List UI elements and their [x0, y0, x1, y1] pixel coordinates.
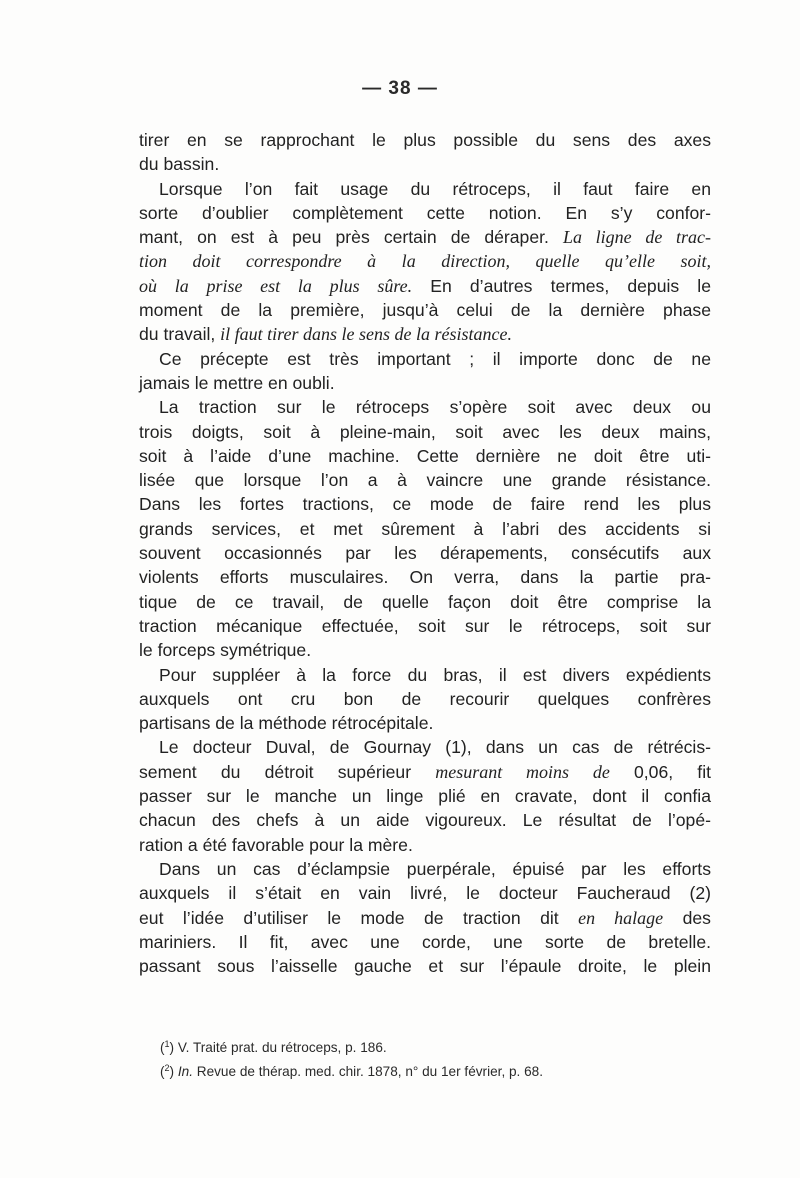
text-segment: trois doigts, soit à pleine-main, soit avec les deux mains, [139, 421, 711, 442]
text-line [139, 614, 711, 638]
text-segment: jamais le mettre en oubli. [139, 372, 335, 393]
text-line [139, 177, 711, 201]
text-segment: le forceps symétrique. [139, 640, 312, 661]
text-segment: violents efforts musculaires. On verra, dans la partie pra- [139, 567, 711, 588]
text-line [139, 638, 711, 662]
text-line [139, 930, 711, 954]
text-segment: Ce précepte est très important ; il importe donc de ne [159, 348, 711, 369]
text-line [139, 833, 711, 857]
footnote-text: Revue de thérap. med. chir. 1878, n° du 1er février, p. 68. [192, 1064, 544, 1079]
text-segment: Pour suppléer à la force du bras, il est divers expédients [159, 664, 711, 685]
text-segment: passer sur le manche un linge plié en cravate, dont il confia [139, 786, 711, 807]
text-line [139, 128, 711, 152]
text-line [139, 444, 711, 468]
text-line [139, 541, 711, 565]
text-line [139, 420, 711, 444]
text-segment: ration a été favorable pour la mère. [139, 834, 413, 855]
text-line [139, 201, 711, 225]
text-line [139, 954, 711, 978]
text-line [139, 687, 711, 711]
text-line [139, 225, 711, 249]
footnote-number: 1 [164, 1039, 170, 1049]
text-segment: du travail, [139, 324, 221, 345]
italic-segment: tion doit correspondre à la direction, quelle qu’elle soit, [139, 251, 711, 272]
text-segment: partisans de la méthode rétrocépitale. [139, 713, 434, 734]
text-line [139, 152, 711, 176]
text-line [139, 663, 711, 687]
text-line [139, 274, 711, 298]
text-segment: sement du détroit supérieur [139, 761, 436, 782]
text-segment: souvent occasionnés par les dérapements, consécutifs aux [139, 543, 711, 564]
text-segment: tirer en se rapprochant le plus possible du sens des axes [139, 130, 711, 150]
text-segment: traction mécanique effectuée, soit sur le rétroceps, soit sur [139, 615, 711, 636]
text-segment: tique de ce travail, de quelle façon doit être comprise la [139, 591, 711, 612]
text-line [139, 468, 711, 492]
italic-segment: mesurant moins de [435, 761, 610, 782]
footnote [160, 1034, 720, 1058]
text-segment: Lorsque l’on fait usage du rétroceps, il faut faire en [159, 178, 711, 199]
text-segment: passant sous l’aisselle gauche et sur l’épaule droite, le plein [139, 956, 711, 977]
text-line [139, 881, 711, 905]
italic-segment: en halage [578, 907, 664, 928]
italic-segment: il faut tirer dans le sens de la résistance. [220, 324, 512, 345]
text-line [139, 249, 711, 273]
footnotes [160, 1034, 720, 1082]
footnote-marker: ($^2$) [160, 1063, 178, 1079]
text-line [139, 322, 711, 346]
text-segment: Dans un cas d’éclampsie puerpérale, épuisé par les efforts [159, 858, 711, 879]
footnote [160, 1058, 720, 1082]
text-line [139, 298, 711, 322]
footnote-text: In. [177, 1064, 193, 1079]
text-segment: Dans les fortes tractions, ce mode de faire rend les plus [139, 494, 711, 515]
text-line [139, 711, 711, 735]
italic-segment: où la prise est la plus sûre. [139, 275, 413, 296]
text-segment: moment de la première, jusqu’à celui de la dernière phase [139, 300, 711, 321]
text-segment: chacun des chefs à un aide vigoureux. Le résultat de l’opé- [139, 810, 711, 831]
text-segment: En d’autres termes, depuis le [412, 275, 711, 296]
text-line [139, 784, 711, 808]
footnote-marker: ($^1$) [160, 1039, 178, 1055]
text-line [139, 371, 711, 395]
text-segment: sorte d’oublier complètement cette notion. En s’y confor- [139, 202, 711, 223]
footnote-text: V. Traité prat. du rétroceps, p. 186. [177, 1040, 387, 1055]
text-segment: mant, on est à peu près certain de déraper. [139, 227, 563, 248]
text-line [139, 808, 711, 832]
text-line [139, 590, 711, 614]
text-segment: soit à l’aide d’une machine. Cette dernière ne doit être uti- [139, 445, 711, 466]
text-segment: eut l’idée d’utiliser le mode de traction dit [139, 907, 579, 928]
text-line [139, 395, 711, 419]
text-segment: des [663, 907, 711, 928]
page-number: — 38 — [362, 78, 438, 99]
text-line [139, 857, 711, 881]
text-segment: grands services, et met sûrement à l’abri des accidents si [139, 518, 711, 539]
text-line [139, 760, 711, 784]
italic-segment: La ligne de trac- [562, 227, 711, 248]
text-segment: du bassin. [139, 154, 220, 175]
text-segment: mariniers. Il fit, avec une corde, une sorte de bretelle. [139, 931, 711, 952]
text-segment: 0,06, fit [609, 761, 711, 782]
text-line [139, 492, 711, 516]
text-segment: auxquels il s’était en vain livré, le docteur Faucheraud (2) [139, 883, 711, 904]
body-text [139, 128, 711, 978]
text-line [139, 565, 711, 589]
text-segment: lisée que lorsque l’on a à vaincre une grande résistance. [139, 470, 711, 491]
text-segment: Le docteur Duval, de Gournay (1), dans un cas de rétrécis- [159, 737, 711, 758]
footnote-number: 2 [164, 1063, 170, 1073]
text-line [139, 517, 711, 541]
text-segment: La traction sur le rétroceps s’opère soit avec deux ou [159, 397, 711, 418]
text-line [139, 906, 711, 930]
text-line [139, 347, 711, 371]
text-segment: auxquels ont cru bon de recourir quelques confrères [139, 688, 711, 709]
text-line [139, 735, 711, 759]
